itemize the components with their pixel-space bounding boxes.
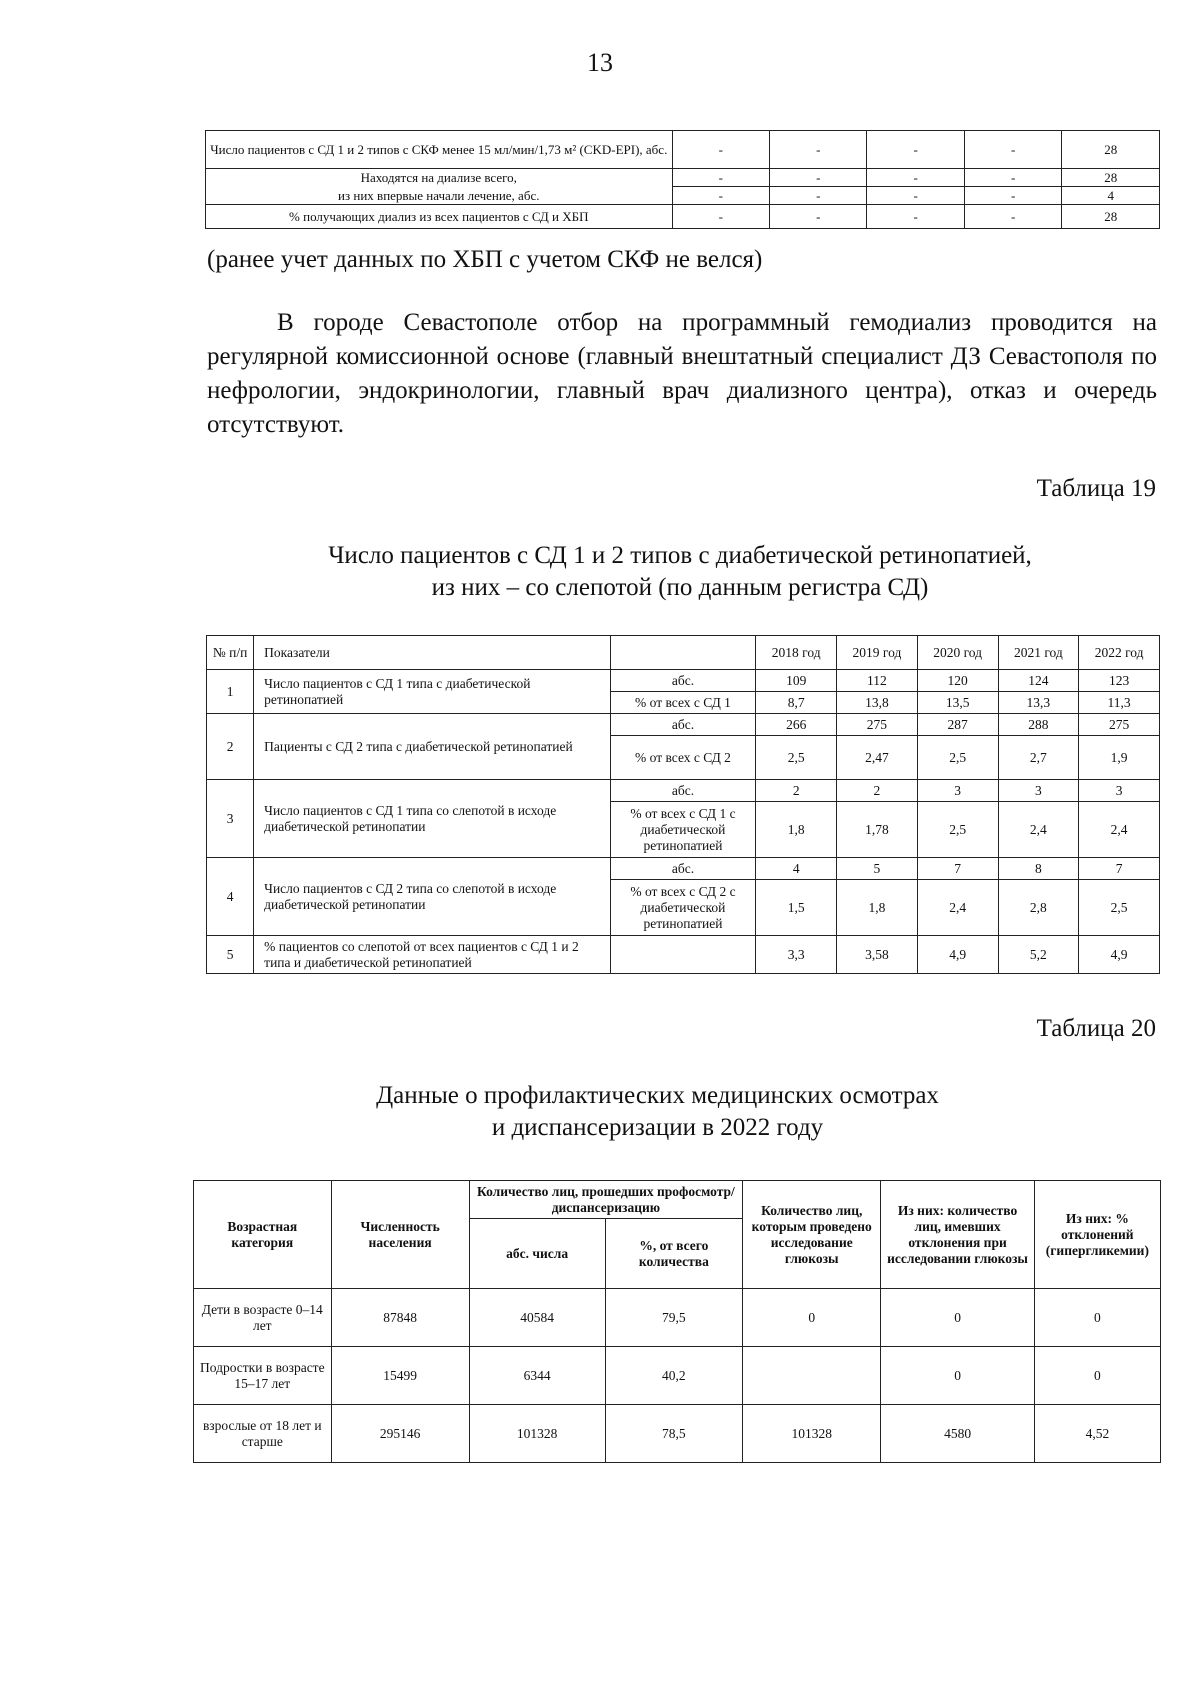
row-unit: абс. xyxy=(610,780,756,802)
header-indicator: Показатели xyxy=(254,636,610,670)
row-unit: % от всех с СД 2 с диабетической ретинопатией xyxy=(610,880,756,936)
table-cell: 3 xyxy=(1079,780,1160,802)
table-cell: 120 xyxy=(917,670,998,692)
table-row xyxy=(207,780,1160,802)
table-cell: 2,5 xyxy=(917,802,998,858)
table-cell: - xyxy=(672,205,769,229)
table-cell: 2,8 xyxy=(998,880,1079,936)
table-cell: 101328 xyxy=(469,1405,605,1463)
page-number: 13 xyxy=(587,48,613,77)
table-cell: 4 xyxy=(1062,187,1160,205)
header-population: Численность населения xyxy=(331,1181,469,1289)
table-cell: % получающих диализ из всех пациентов с СД и ХБП xyxy=(206,205,673,229)
table-cell: 79,5 xyxy=(605,1289,743,1347)
table-row xyxy=(207,936,1160,974)
table-cell: 123 xyxy=(1079,670,1160,692)
table-cell: - xyxy=(867,131,964,169)
table-cell: - xyxy=(672,169,769,187)
retinopathy-table xyxy=(206,635,1160,974)
table-cell: - xyxy=(964,169,1061,187)
table-cell: 5,2 xyxy=(998,936,1079,974)
table-cell: 1,78 xyxy=(837,802,918,858)
row-name: Пациенты с СД 2 типа с диабетической ретинопатией xyxy=(254,714,610,780)
row-num: 2 xyxy=(207,714,254,780)
table-cell: 1,8 xyxy=(837,880,918,936)
table-19-label: Таблица 19 xyxy=(1036,475,1156,502)
table-cell: 275 xyxy=(1079,714,1160,736)
header-hyper-pct: Из них: % отклонений (гипергликемии) xyxy=(1034,1181,1160,1289)
table-cell: 0 xyxy=(1034,1289,1160,1347)
table-cell: 0 xyxy=(881,1347,1034,1405)
table-cell: 1,5 xyxy=(756,880,837,936)
table-cell: - xyxy=(770,169,867,187)
table-cell: 109 xyxy=(756,670,837,692)
table-cell: 28 xyxy=(1062,131,1160,169)
header-year: 2020 год xyxy=(917,636,998,670)
table-cell: 287 xyxy=(917,714,998,736)
table-cell: взрослые от 18 лет и старше xyxy=(194,1405,332,1463)
table-cell: - xyxy=(867,187,964,205)
table-cell: 2,7 xyxy=(998,736,1079,780)
row-num: 4 xyxy=(207,858,254,936)
table-row xyxy=(194,1289,1161,1347)
table-cell: 2,5 xyxy=(756,736,837,780)
dialysis-table xyxy=(205,130,1160,229)
table-20-caption xyxy=(0,1080,1200,1144)
table-cell: 3,58 xyxy=(837,936,918,974)
table-cell: - xyxy=(867,169,964,187)
table-cell: 1,9 xyxy=(1079,736,1160,780)
header-year: 2021 год xyxy=(998,636,1079,670)
table-header-row xyxy=(207,636,1160,670)
table-cell: 4,9 xyxy=(917,936,998,974)
row-unit: % от всех с СД 1 xyxy=(610,692,756,714)
table-cell: - xyxy=(770,205,867,229)
table-cell: Подростки в возрасте 15–17 лет xyxy=(194,1347,332,1405)
table-row xyxy=(206,169,1160,187)
table-cell: 0 xyxy=(743,1289,881,1347)
table-cell: Дети в возрасте 0–14 лет xyxy=(194,1289,332,1347)
table-cell: 7 xyxy=(917,858,998,880)
table-cell: 28 xyxy=(1062,205,1160,229)
table-cell: 2,4 xyxy=(1079,802,1160,858)
table-cell: - xyxy=(964,131,1061,169)
table-cell: 13,3 xyxy=(998,692,1079,714)
table-cell: Число пациентов с СД 1 и 2 типов с СКФ менее 15 мл/мин/1,73 м² (CKD-EPI), абс. xyxy=(206,131,673,169)
table-cell: 266 xyxy=(756,714,837,736)
table-cell: 275 xyxy=(837,714,918,736)
table-cell: - xyxy=(770,187,867,205)
table-cell: 4580 xyxy=(881,1405,1034,1463)
caption-line: Число пациентов с СД 1 и 2 типов с диабетической ретинопатией, xyxy=(328,542,1032,569)
table-cell: - xyxy=(672,187,769,205)
checkup-table xyxy=(193,1180,1161,1463)
table-cell: - xyxy=(964,205,1061,229)
table-cell: 8 xyxy=(998,858,1079,880)
row-unit: % от всех с СД 1 с диабетической ретинопатией xyxy=(610,802,756,858)
table-cell: 28 xyxy=(1062,169,1160,187)
header-abs: абс. числа xyxy=(469,1219,605,1289)
caption-line: и диспансеризации в 2022 году xyxy=(491,1114,824,1141)
header-unit xyxy=(610,636,756,670)
table-cell: 0 xyxy=(881,1289,1034,1347)
table-row xyxy=(207,714,1160,736)
table-cell: 13,8 xyxy=(837,692,918,714)
table-header-row xyxy=(194,1181,1161,1219)
table-cell: 8,7 xyxy=(756,692,837,714)
table-cell: 2,47 xyxy=(837,736,918,780)
table-cell: 7 xyxy=(1079,858,1160,880)
header-year: 2018 год xyxy=(756,636,837,670)
table-row xyxy=(206,187,1160,205)
table-cell: 40,2 xyxy=(605,1347,743,1405)
table-cell: 288 xyxy=(998,714,1079,736)
header-year: 2022 год xyxy=(1079,636,1160,670)
table-20-label: Таблица 20 xyxy=(1036,1015,1156,1042)
table-cell: 112 xyxy=(837,670,918,692)
table-row xyxy=(206,131,1160,169)
table-cell: 87848 xyxy=(331,1289,469,1347)
table-cell: 4,9 xyxy=(1079,936,1160,974)
table-cell: 4,52 xyxy=(1034,1405,1160,1463)
table-cell: 6344 xyxy=(469,1347,605,1405)
table-cell: - xyxy=(672,131,769,169)
table-cell: 3 xyxy=(998,780,1079,802)
table-row xyxy=(207,670,1160,692)
table-cell: - xyxy=(867,205,964,229)
table-cell: - xyxy=(770,131,867,169)
table-cell: 5 xyxy=(837,858,918,880)
row-unit: % от всех с СД 2 xyxy=(610,736,756,780)
table-cell: 4 xyxy=(756,858,837,880)
row-name: Число пациентов с СД 2 типа со слепотой в исходе диабетической ретинопатии xyxy=(254,858,610,936)
caption-line: из них – со слепотой (по данным регистра СД) xyxy=(431,574,929,601)
row-num: 1 xyxy=(207,670,254,714)
table-cell: 2,4 xyxy=(998,802,1079,858)
header-num: № п/п xyxy=(207,636,254,670)
table-cell: 0 xyxy=(1034,1347,1160,1405)
header-glucose: Количество лиц, которым проведено исследование глюкозы xyxy=(743,1181,881,1289)
row-num: 5 xyxy=(207,936,254,974)
header-pct: %, от всего количества xyxy=(605,1219,743,1289)
row-name: Число пациентов с СД 1 типа с диабетической ретинопатией xyxy=(254,670,610,714)
table-cell: 295146 xyxy=(331,1405,469,1463)
table-cell: 13,5 xyxy=(917,692,998,714)
row-unit: абс. xyxy=(610,714,756,736)
table-cell: 2,4 xyxy=(917,880,998,936)
note-text: (ранее учет данных по ХБП с учетом СКФ не велся) xyxy=(207,246,763,273)
row-name: Число пациентов с СД 1 типа со слепотой в исходе диабетической ретинопатии xyxy=(254,780,610,858)
body-paragraph xyxy=(207,306,1157,442)
table-cell: 40584 xyxy=(469,1289,605,1347)
header-year: 2019 год xyxy=(837,636,918,670)
row-unit: абс. xyxy=(610,670,756,692)
table-cell: 2,5 xyxy=(1079,880,1160,936)
table-row xyxy=(207,858,1160,880)
caption-line: Данные о профилактических медицинских осмотрах xyxy=(376,1082,939,1109)
table-cell: из них впервые начали лечение, абс. xyxy=(206,187,673,205)
row-unit xyxy=(610,936,756,974)
table-cell: 3,3 xyxy=(756,936,837,974)
table-row xyxy=(194,1405,1161,1463)
table-cell: 3 xyxy=(917,780,998,802)
table-cell: 2 xyxy=(756,780,837,802)
header-passed-group: Количество лиц, прошедших профосмотр/диспансеризацию xyxy=(469,1181,742,1219)
table-cell: 1,8 xyxy=(756,802,837,858)
table-cell: 101328 xyxy=(743,1405,881,1463)
table-row xyxy=(206,205,1160,229)
table-cell: - xyxy=(964,187,1061,205)
row-name: % пациентов со слепотой от всех пациентов с СД 1 и 2 типа и диабетической ретинопатией xyxy=(254,936,610,974)
table-cell: Находятся на диализе всего, xyxy=(206,169,673,187)
table-cell: 11,3 xyxy=(1079,692,1160,714)
table-cell: 2 xyxy=(837,780,918,802)
table-19-caption xyxy=(0,540,1200,604)
table-cell: 2,5 xyxy=(917,736,998,780)
paragraph-text: В городе Севастополе отбор на программный гемодиализ проводится на регулярной комиссионной основе (главный внештатный специалист ДЗ Севастополя по нефрологии, эндокринологии, главный врач диализного центра), отказ и очередь отсутствуют. xyxy=(207,309,1157,438)
table-row xyxy=(194,1347,1161,1405)
header-age: Возрастная категория xyxy=(194,1181,332,1289)
row-num: 3 xyxy=(207,780,254,858)
header-deviations: Из них: количество лиц, имевших отклонения при исследовании глюкозы xyxy=(881,1181,1034,1289)
row-unit: абс. xyxy=(610,858,756,880)
table-cell xyxy=(743,1347,881,1405)
table-cell: 15499 xyxy=(331,1347,469,1405)
table-cell: 78,5 xyxy=(605,1405,743,1463)
table-cell: 124 xyxy=(998,670,1079,692)
